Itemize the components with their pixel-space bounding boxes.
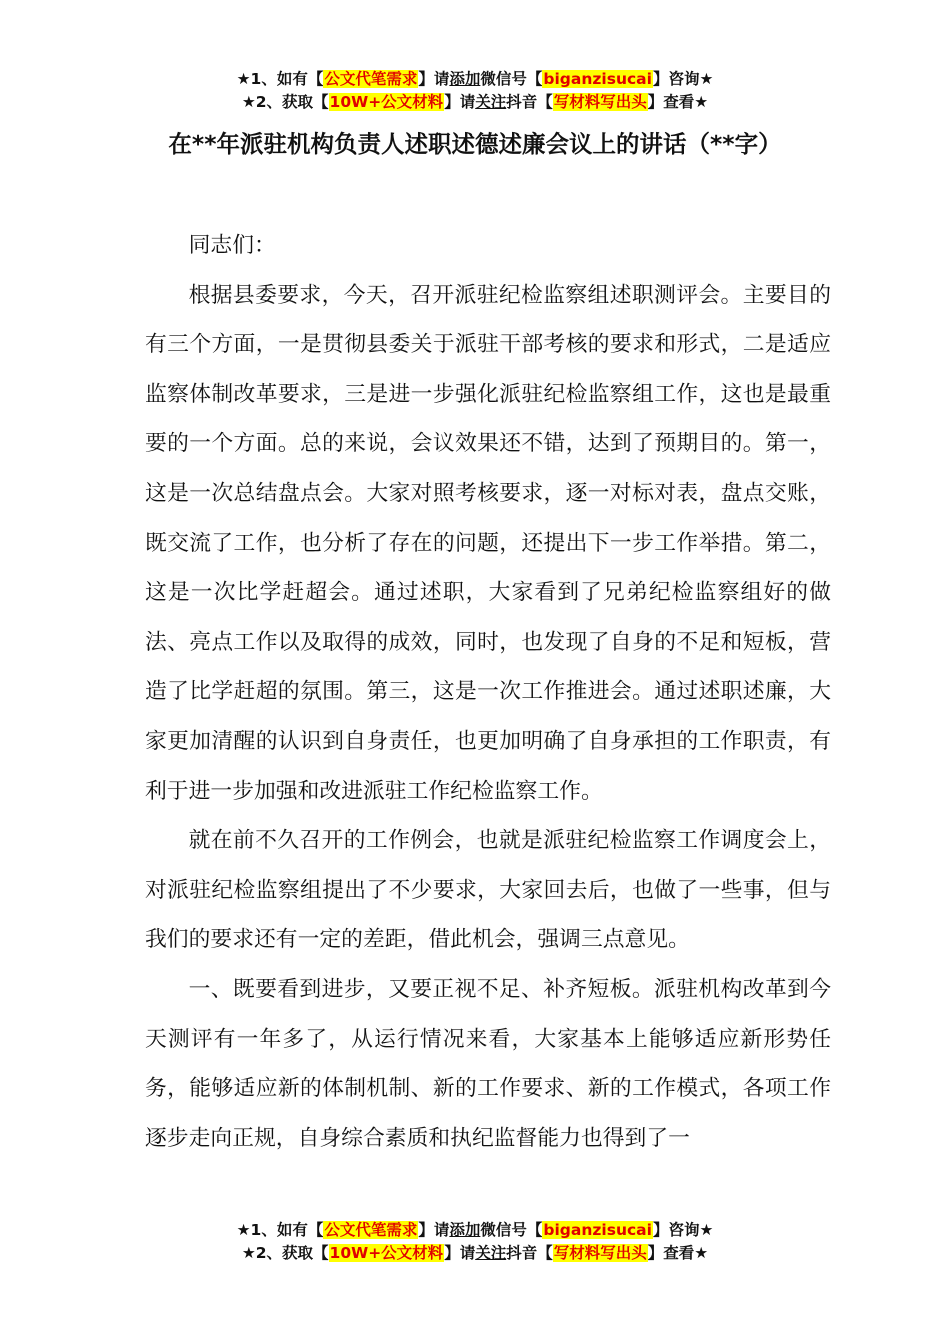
promo-text: ★1、如有【 (236, 1221, 324, 1239)
promo-text: 抖音【 (506, 93, 553, 111)
promo-highlight: 写材料写出头 (553, 93, 647, 111)
promo-text: 】请 (444, 93, 476, 111)
promo-underline: 添加 (449, 70, 481, 88)
promo-text: 】查看★ (647, 93, 709, 111)
promo-line-1 (0, 68, 950, 91)
document-body (145, 221, 831, 1163)
promo-highlight: 公文代笔需求 (324, 70, 418, 88)
promo-underline: 关注 (475, 93, 507, 111)
greeting: 同志们： (188, 233, 276, 258)
promo-highlight: 10W+公文材料 (329, 1244, 444, 1262)
promo-underline: 添加 (449, 1221, 481, 1239)
promo-text: 】请 (444, 1244, 476, 1262)
promo-text: 】请 (418, 70, 450, 88)
promo-line-2 (0, 91, 950, 114)
promo-line-1 (0, 1219, 950, 1242)
promo-highlight: biganzisucai (543, 70, 652, 88)
promo-line-2 (0, 1242, 950, 1265)
promo-underline: 关注 (475, 1244, 507, 1262)
paragraph: 根据县委要求，今天，召开派驻纪检监察组述职测评会。主要目的有三个方面，一是贯彻县委关于派驻干部考核的要求和形式，二是适应监察体制改革要求，三是进一步强化派驻纪检监察组工作，这也是最重要的一个方面。总的来说，会议效果还不错，达到了预期目的。第一，这是一次总结盘点会。大家对照考核要求，逐一对标对表，盘点交账，既交流了工作，也分析了存在的问题，还提出下一步工作举措。第二，这是一次比学赶超会。通过述职，大家看到了兄弟纪检监察组好的做法、亮点工作以及取得的成效，同时，也发现了自身的不足和短板，营造了比学赶超的氛围。第三，这是一次工作推进会。通过述职述廉，大家更加清醒的认识到自身责任，也更加明确了自身承担的工作职责，有利于进一步加强和改进派驻工作纪检监察工作。 (145, 282, 831, 804)
promo-text: 微信号【 (480, 1221, 543, 1239)
promo-text: 】咨询★ (652, 70, 714, 88)
paragraph: 一、既要看到进步，又要正视不足、补齐短板。派驻机构改革到今天测评有一年多了，从运行情况来看，大家基本上能够适应新形势任务，能够适应新的体制机制、新的工作要求、新的工作模式，各项工作逐步走向正规，自身综合素质和执纪监督能力也得到了一 (145, 976, 831, 1151)
promo-text: 】查看★ (647, 1244, 709, 1262)
paragraph: 就在前不久召开的工作例会，也就是派驻纪检监察工作调度会上，对派驻纪检监察组提出了不少要求，大家回去后，也做了一些事，但与我们的要求还有一定的差距，借此机会，强调三点意见。 (145, 828, 831, 953)
promo-text: 微信号【 (480, 70, 543, 88)
footer-promo-banner (0, 1219, 950, 1265)
promo-highlight: 公文代笔需求 (324, 1221, 418, 1239)
promo-text: 】咨询★ (652, 1221, 714, 1239)
header-promo-banner (0, 68, 950, 114)
promo-text: 】请 (418, 1221, 450, 1239)
promo-text: ★2、获取【 (241, 93, 329, 111)
promo-text: 抖音【 (506, 1244, 553, 1262)
promo-text: ★2、获取【 (241, 1244, 329, 1262)
promo-highlight: biganzisucai (543, 1221, 652, 1239)
promo-highlight: 10W+公文材料 (329, 93, 444, 111)
promo-text: ★1、如有【 (236, 70, 324, 88)
promo-highlight: 写材料写出头 (553, 1244, 647, 1262)
document-title: 在**年派驻机构负责人述职述德述廉会议上的讲话（**字） (168, 130, 782, 158)
